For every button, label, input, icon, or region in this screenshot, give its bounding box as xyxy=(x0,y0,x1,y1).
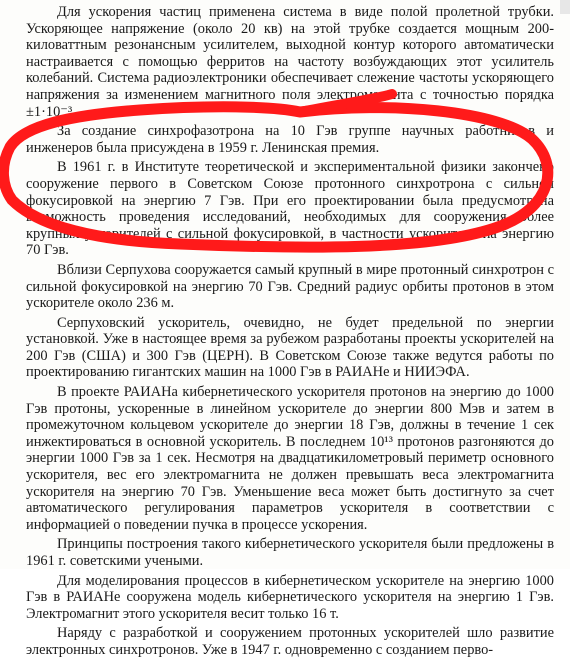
paragraph-serpukhov: Вблизи Серпухова сооружается самый крупный в мире протонный синхротрон с сильной фокусировкой на энергию 70 Гэв. Средний радиус орбиты протонов в этом ускорителе около 236 м. xyxy=(26,261,554,312)
document-body xyxy=(26,4,554,659)
paragraph-future-projects: Серпуховский ускоритель, очевидно, не будет предельной по энергии установкой. Уже в настоящее время за рубежом разработаны проекты ускорителей на 200 Гэв (США) и 300 Гэв (ЦЕРН). В Советском Союзе также ведутся работы по проектированию гигантских машин на 1000 Гэв в РАИАНе и НИИЭФА. xyxy=(26,314,554,381)
paragraph-electron-synchrotrons: Наряду с разработкой и сооружением протонных ускорителей шло развитие электронных синхротронов. Уже в 1947 г. одновременно с созданием перво- xyxy=(26,625,554,658)
paragraph-lenin-prize: За создание синхрофазотрона на 10 Гэв группе научных работников и инженеров была присуждена в 1959 г. Ленинская премия. xyxy=(26,123,554,156)
page-corner xyxy=(560,0,570,14)
paragraph-itep-synchrotron: В 1961 г. в Институте теоретической и экспериментальной физики закончено сооружение первого в Советском Союзе протонного синхротрона с сильной фокусировкой на энергию 7 Гэв. При его проектировании была предусмотрена возможность проведения исследований, необходимых для сооружения более крупных ускорителей с сильной фокусировкой, в частности ускорителя на энергию 70 Гэв. xyxy=(26,159,554,259)
paragraph-accelerating-system: Для ускорения частиц применена система в виде полой пролетной трубки. Ускоряющее напряжение (около 20 кв) на этой трубке создается мощным 200-киловаттным резонансным усилителем, выходной контур которого автоматически настраивается с помощью ферритов на частоту возбуждающих этот усилитель колебаний. Система радиоэлектроники обеспечивает слежение частоты ускоряющего напряжения за изменением магнитного поля электромагнита с точностью порядка ±1·10⁻³. xyxy=(26,4,554,120)
paragraph-principles: Принципы построения такого кибернетического ускорителя были предложены в 1961 г. советскими учеными. xyxy=(26,536,554,569)
paragraph-model: Для моделирования процессов в кибернетическом ускорителе на энергию 1000 Гэв в РАИАНе сооружена модель кибернетического ускорителя на энергию 1 Гэв. Электромагнит этого ускорителя весит только 16 т. xyxy=(26,572,554,622)
paragraph-cybernetic-project: В проекте РАИАНа кибернетического ускорителя протонов на энергию до 1000 Гэв протоны, ускоренные в линейном ускорителе до энергии 800 Мэв и затем в промежуточном кольцевом ускорителе до энергии 18 Гэв, должны в течение 1 сек инжектироваться в основной ускоритель. В последнем 10¹³ протонов разгоняются до энергии 1000 Гэв за 1 сек. Несмотря на двадцатикилометровый периметр основного ускорителя, вес его электромагнита не должен превышать веса электромагнита ускорителя на энергию 70 Гэв. Уменьшение веса может быть достигнуто за счет автоматического регулирования параметров ускорителя в соответствии с информацией о поведении пучка в процессе ускорения. xyxy=(26,384,554,533)
